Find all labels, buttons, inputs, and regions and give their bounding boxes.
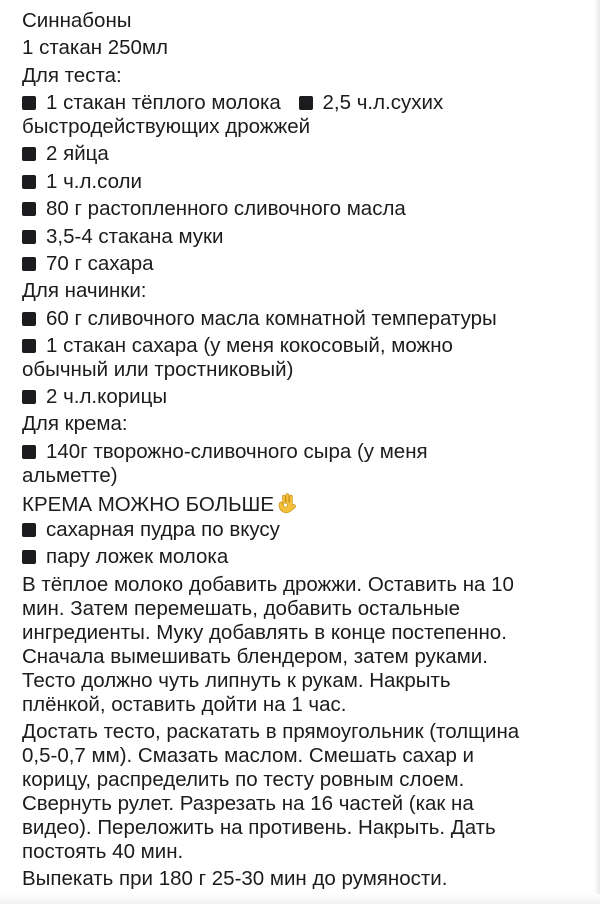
bullet-icon	[22, 445, 36, 459]
bullet-icon	[22, 550, 36, 564]
instruction-line: Сначала вымешивать блендером, затем руками.	[22, 645, 488, 668]
dough-heading: Для теста:	[22, 64, 122, 87]
instruction-line: видео). Переложить на противень. Накрыть. Дать	[22, 816, 496, 839]
list-item: 2 яйца	[22, 142, 109, 166]
cup-note: 1 стакан 250мл	[22, 36, 169, 59]
bullet-icon	[22, 390, 36, 404]
list-item: 140г творожно-сливочного сыра (у меня	[22, 440, 428, 464]
instruction-line: плёнкой, оставить дойти на 1 час.	[22, 693, 347, 716]
bullet-icon	[22, 339, 36, 353]
list-item: 1 ч.л.соли	[22, 170, 142, 194]
bullet-icon	[299, 96, 313, 110]
bullet-icon	[22, 96, 36, 110]
filling-heading: Для начинки:	[22, 279, 147, 302]
bullet-icon	[22, 147, 36, 161]
ok-hand-icon	[276, 491, 300, 515]
instruction-line: ингредиенты. Муку добавлять в конце постепенно.	[22, 621, 507, 644]
list-item: 1 стакан тёплого молока 2,5 ч.л.сухих	[22, 91, 443, 115]
page-edge	[0, 894, 600, 904]
page-edge	[594, 0, 600, 904]
instruction-line: мин. Затем перемешать, добавить остальные	[22, 597, 461, 620]
list-item-continuation: обычный или тростниковый)	[22, 358, 294, 381]
instruction-line: Свернуть рулет. Разрезать на 16 частей (как на	[22, 792, 474, 815]
instruction-line: Достать тесто, раскатать в прямоугольник (толщина	[22, 720, 520, 743]
instruction-line: постоять 40 мин.	[22, 840, 184, 863]
bullet-icon	[22, 523, 36, 537]
list-item: 80 г растопленного сливочного масла	[22, 197, 406, 221]
bullet-icon	[22, 202, 36, 216]
list-item: 70 г сахара	[22, 252, 154, 276]
cream-note: КРЕМА МОЖНО БОЛЬШЕ	[22, 491, 300, 515]
bullet-icon	[22, 312, 36, 326]
list-item: 60 г сливочного масла комнатной температуры	[22, 307, 497, 331]
instruction-line: В тёплое молоко добавить дрожжи. Оставить на 10	[22, 573, 514, 596]
cream-heading: Для крема:	[22, 412, 128, 435]
bullet-icon	[22, 175, 36, 189]
instruction-line: корицу, распределить по тесту ровным слоем.	[22, 768, 465, 791]
list-item: 1 стакан сахара (у меня кокосовый, можно	[22, 334, 453, 358]
list-item-continuation: альметте)	[22, 464, 118, 487]
instruction-line: 0,5-0,7 мм). Смазать маслом. Смешать сахар и	[22, 744, 475, 767]
instruction-line: Тесто должно чуть липнуть к рукам. Накрыть	[22, 669, 451, 692]
list-item: 2 ч.л.корицы	[22, 385, 167, 409]
recipe-title: Синнабоны	[22, 9, 132, 32]
bullet-icon	[22, 257, 36, 271]
list-item: пару ложек молока	[22, 545, 228, 569]
bullet-icon	[22, 230, 36, 244]
list-item: 3,5-4 стакана муки	[22, 225, 223, 249]
list-item-continuation: быстродействующих дрожжей	[22, 115, 311, 138]
instruction-line: Выпекать при 180 г 25-30 мин до румяности.	[22, 867, 448, 890]
list-item: сахарная пудра по вкусу	[22, 518, 280, 542]
